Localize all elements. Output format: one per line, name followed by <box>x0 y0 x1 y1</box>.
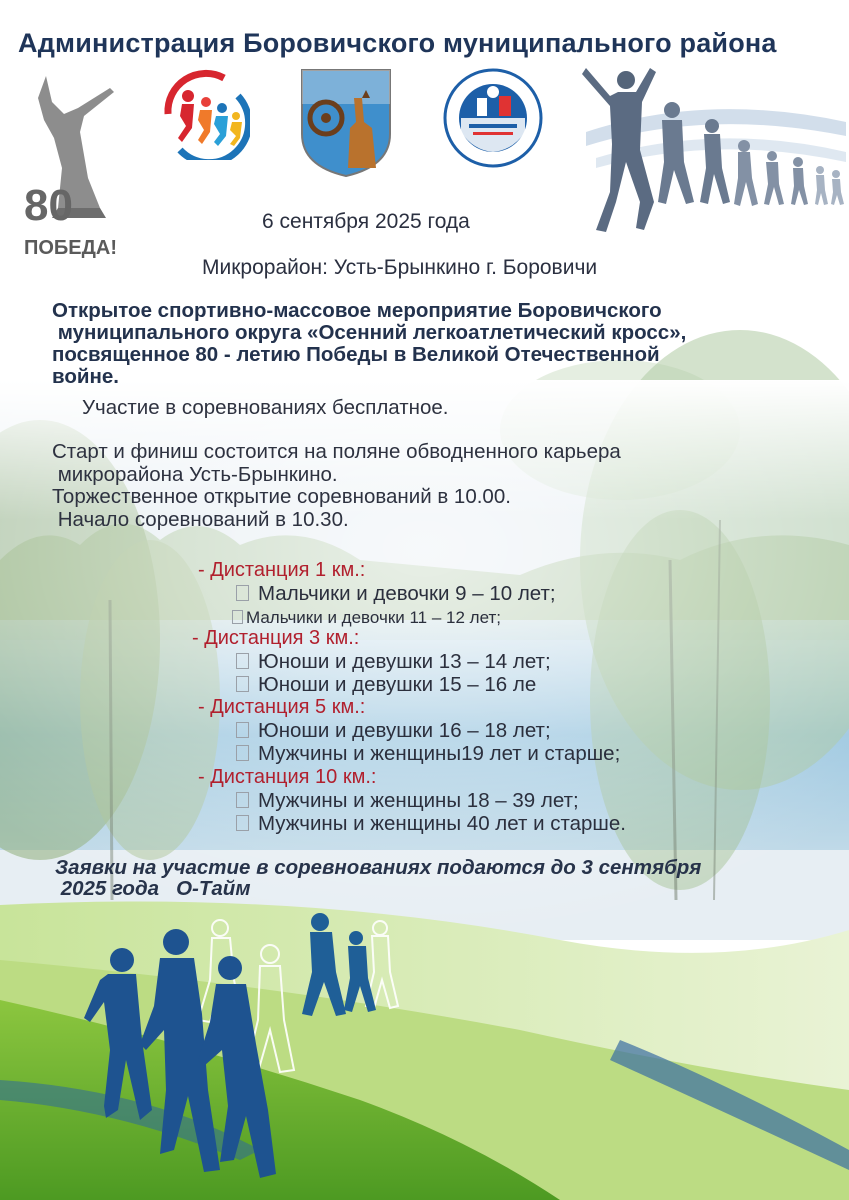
info-line: микрорайона Усть-Брынкино. <box>52 462 338 486</box>
distance-label-5km: - Дистанция 5 км.: <box>198 696 366 718</box>
age-group-item: Юноши и девушки 13 – 14 лет; <box>236 650 551 674</box>
event-date: 6 сентября 2025 года <box>262 210 470 233</box>
running-children-logo-icon <box>160 68 250 160</box>
age-group-item: Мальчики и девочки 11 – 12 лет; <box>232 608 501 628</box>
checkbox-icon <box>236 815 249 831</box>
age-group-item: Юноши и девушки 15 – 16 ле <box>236 673 536 697</box>
event-info <box>52 441 621 531</box>
checkbox-icon <box>236 653 249 669</box>
checkbox-icon <box>236 792 249 808</box>
checkbox-icon <box>236 745 249 761</box>
info-line: Начало соревнований в 10.30. <box>52 507 349 531</box>
runner-silhouettes-icon <box>80 910 410 1200</box>
distance-label-1km: - Дистанция 1 км.: <box>198 559 366 581</box>
runners-crowd-icon <box>566 62 846 242</box>
info-line: Старт и финиш состоится на поляне обводненного карьера <box>52 440 621 463</box>
age-group-item: Юноши и девушки 16 – 18 лет; <box>236 719 551 743</box>
event-location: Микрорайон: Усть-Брынкино г. Боровичи <box>202 256 598 279</box>
info-line: Торжественное открытие соревнований в 10.00. <box>52 485 511 508</box>
age-group-item: Мужчины и женщины 18 – 39 лет; <box>236 789 579 813</box>
application-line: Заявки на участие в соревнованиях подаются до 3 сентября <box>55 856 702 879</box>
administration-title: Администрация Боровичского муниципального района <box>18 28 777 58</box>
age-group-item: Мужчины и женщины 40 лет и старше. <box>236 812 626 836</box>
age-group-item: Мальчики и девочки 9 – 10 лет; <box>236 582 556 606</box>
description-line: муниципального округа «Осенний легкоатлетический кросс», <box>52 321 687 344</box>
checkbox-icon <box>236 676 249 692</box>
description-line: Открытое спортивно-массовое мероприятие Боровичского <box>52 299 662 322</box>
free-participation-note: Участие в соревнованиях бесплатное. <box>82 396 449 419</box>
application-line: 2025 года О-Тайм <box>55 877 251 900</box>
checkbox-icon <box>236 722 249 738</box>
description-line: войне. <box>52 365 119 388</box>
distance-label-3km: - Дистанция 3 км.: <box>192 627 360 649</box>
description-line: посвященное 80 - летию Победы в Великой Отечественной <box>52 343 660 366</box>
checkbox-icon <box>236 585 249 601</box>
age-group-item: Мужчины и женщины19 лет и старше; <box>236 742 620 766</box>
event-description <box>52 300 686 388</box>
checkbox-icon <box>232 610 243 624</box>
victory-monument-icon <box>18 68 130 260</box>
initiative-projects-seal-icon <box>443 68 543 168</box>
logo-80-text: ПОБЕДА! <box>24 237 117 259</box>
city-coat-of-arms-icon <box>300 68 392 178</box>
application-deadline <box>55 857 701 899</box>
logo-80-number: 80 <box>24 181 73 230</box>
distance-label-10km: - Дистанция 10 км.: <box>198 766 377 788</box>
